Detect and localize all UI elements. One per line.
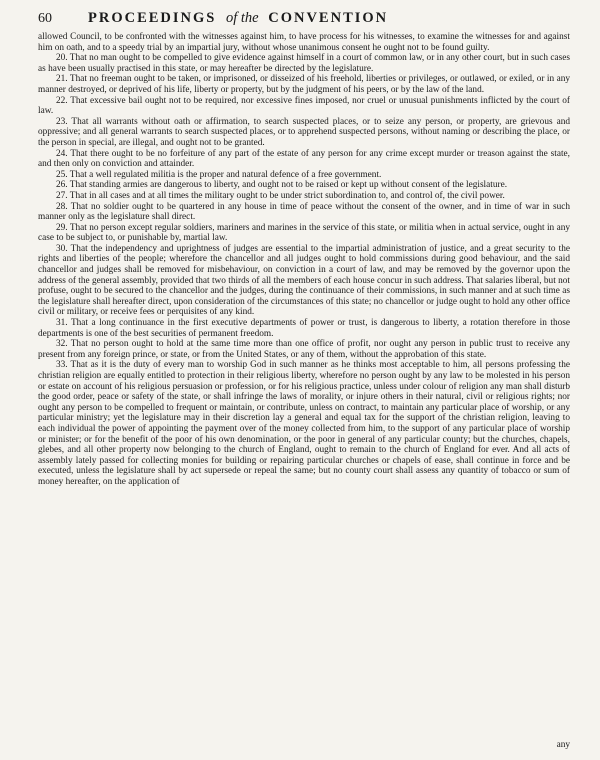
article-29: 29. That no person except regular soldiers, mariners and marines in the service of this state, or militia when in actual service, ought in any case to be subject to, or punishable by, martial law. bbox=[38, 222, 570, 244]
page-number: 60 bbox=[38, 11, 52, 26]
body-text bbox=[38, 32, 570, 488]
article-25: 25. That a well regulated militia is the proper and natural defence of a free government. bbox=[56, 169, 382, 180]
running-head-right: CONVENTION bbox=[268, 10, 389, 26]
article-21: 21. That no freeman ought to be taken, or imprisoned, or disseized of his freehold, liberties or privileges, or outlawed, or exiled, or in any manner destroyed, or deprived of his life, liberty or property, but by the judgment of his peers, or by the law of the land. bbox=[38, 74, 570, 95]
article-33: 33. That as it is the duty of every man to worship God in such manner as he thinks most acceptable to him, all persons professing the christian religion are equally entitled to protection in their religious liberty, wherefore no person ought by any law to be molested in his person or estate on account of his religious persuasion or profession, or for his religious practice, unless under colour of religion any man shall disturb the good order, peace or safety of the state, or shall infringe the laws of morality, or injure others in their natural, civil or religious rights; nor ought any person to be compelled to frequent or maintain, or contribute, unless on contract, to maintain any particular place of worship, or any particular ministry; yet the legislature may in their discretion lay a general and equal tax for the support of the christian religion, leaving to each individual the power of appointing the payment over of the money collected from him, to the support of any particular place of worship or minister; or for the benefit of the poor of his own denomination, or the poor in general of any particular county; but the churches, chapels, glebes, and all other property now belonging to the church of England, ought to remain to the church of England for ever. And all acts of assembly lately passed for collecting monies for building or repairing particular churches or chapels of ease, shall continue in force and be executed, unless the legislature shall by act supersede or repeal the same; but no county court shall assess any quantity of tobacco or sum of money hereafter, on the application of bbox=[38, 360, 570, 487]
article-20: 20. That no man ought to be compelled to give evidence against himself in a court of common law, or in any other court, but in such cases as have been usually practised in this state, or may hereafter be directed by the legislature. bbox=[38, 53, 570, 74]
paragraph-continued: allowed Council, to be confronted with the witnesses against him, to have process for his witnesses, to examine the witnesses for and against him on oath, and to a speedy trial by an impartial jury, without whose unanimous consent he ought not to be found guilty. bbox=[38, 32, 570, 53]
running-head-left: PROCEEDINGS bbox=[88, 10, 217, 26]
article-22: 22. That excessive bail ought not to be required, nor excessive fines imposed, nor cruel or unusual punishments inflicted by the court of law. bbox=[38, 95, 570, 117]
article-28: 28. That no soldier ought to be quartered in any house in time of peace without the consent of the owner, and in time of war in such manner only as the legislature shall direct. bbox=[38, 201, 570, 223]
catchword: any bbox=[556, 740, 570, 750]
article-26: 26. That standing armies are dangerous to liberty, and ought not to be raised or kept up without consent of the legislature. bbox=[56, 180, 508, 191]
article-31: 31. That a long continuance in the first executive departments of power or trust, is dangerous to liberty, a rotation therefore in those departments is one of the best securities of permanent freedom. bbox=[38, 318, 570, 339]
article-27: 27. That in all cases and at all times the military ought to be under strict subordination to, and control of, the civil power. bbox=[56, 190, 505, 201]
article-24: 24. That there ought to be no forfeiture of any part of the estate of any person for any crime except murder or treason against the state, and then only on conviction and attainder. bbox=[38, 148, 570, 170]
page-header bbox=[38, 10, 570, 32]
article-30: 30. That the independency and uprightness of judges are essential to the impartial administration of justice, and a great security to the rights and liberties of the people; wherefore the chancellor and all judges ought to hold commissions during good behaviour, and the said chancellor and judges shall be removed for misbehaviour, on conviction in a court of law, and may be removed by the governor upon the address of the general assembly, provided that two thirds of all the members of each house concur in such address. That salaries liberal, but not profuse, ought to be secured to the chancellor and the judges, during the continuance of their commissions, in such manner and at such time as the legislature shall hereafter direct, upon consideration of the circumstances of this state; no chancellor or judge ought to hold any other office civil or military, or receive fees or perquisites of any kind. bbox=[38, 243, 570, 318]
article-23: 23. That all warrants without oath or affirmation, to search suspected places, or to seize any person, or property, are grievous and oppressive; and all general warrants to search suspected places, or to apprehend suspected persons, without naming or describing the place, or the person in special, are illegal, and ought not to be granted. bbox=[38, 116, 570, 148]
article-32: 32. That no person ought to hold at the same time more than one office of profit, nor ought any person in public trust to receive any present from any foreign prince, or state, or from the United States, or any of them, without the approbation of this state. bbox=[38, 339, 570, 360]
running-head bbox=[88, 10, 388, 27]
running-head-of: of the bbox=[225, 10, 259, 26]
